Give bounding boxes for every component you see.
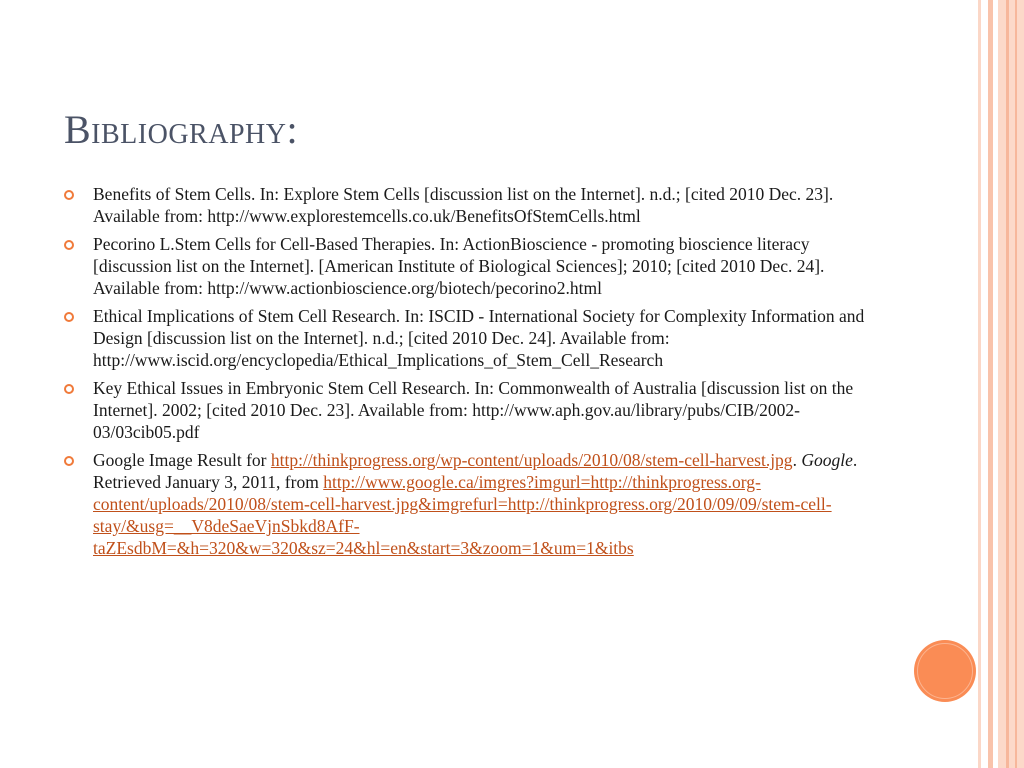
- bullet-icon: [64, 384, 74, 394]
- google-imgres-link[interactable]: http://www.google.ca/imgres?imgurl=http://thinkprogress.org-content/uploads/2010/08/stem-cell-harvest.jpg&imgrefurl=http://thinkprogress.org/2010/09/09/stem-cell-stay/&usg=__V8deSaeVjnSbkd8AfF-taZEsdbM=&h=320&w=320&sz=24&hl=en&start=3&zoom=1&um=1&itbs: [93, 472, 832, 558]
- bullet-icon: [64, 190, 74, 200]
- reference-text: Ethical Implications of Stem Cell Research. In: ISCID - International Society for Complexity Information and Design [discussion list on the Internet]. n.d.; [cited 2010 Dec. 24]. Available from: http://www.iscid.org/encyclopedia/Ethical_Implications_of_Stem_Cell_Research: [93, 306, 865, 370]
- reference-text: Pecorino L.Stem Cells for Cell-Based Therapies. In: ActionBioscience - promoting bioscience literacy [discussion list on the Internet]. [American Institute of Biological Sciences]; 2010; [cited 2010 Dec. 24]. Available from: http://www.actionbioscience.org/biotech/pecorino2.html: [93, 234, 825, 298]
- reference-text: Key Ethical Issues in Embryonic Stem Cell Research. In: Commonwealth of Australia [discussion list on the Internet]. 2002; [cited 2010 Dec. 23]. Available from: http://www.aph.gov.au/library/pubs/CIB/2002-03/03cib05.pdf: [93, 378, 854, 442]
- reference-item: [64, 377, 884, 443]
- reference-source: Google: [801, 450, 853, 470]
- decorative-side-stripes: [978, 0, 1024, 768]
- reference-list: [64, 183, 884, 565]
- decorative-orange-circle: [914, 640, 976, 702]
- reference-prefix: Google Image Result for: [93, 450, 271, 470]
- slide-title: Bibliography:: [64, 107, 299, 152]
- reference-item: [64, 183, 884, 227]
- thinkprogress-image-link[interactable]: http://thinkprogress.org/wp-content/uploads/2010/08/stem-cell-harvest.jpg: [270, 450, 793, 470]
- bullet-icon: [64, 240, 74, 250]
- bullet-icon: [64, 312, 74, 322]
- reference-item: [64, 305, 884, 371]
- reference-item: [64, 449, 884, 559]
- reference-retrieved: . Retrieved January 3, 2011, from: [93, 450, 858, 492]
- reference-text: Benefits of Stem Cells. In: Explore Stem Cells [discussion list on the Internet]. n.d.; [cited 2010 Dec. 23]. Available from: http://www.explorestemcells.co.uk/BenefitsOfStemCells.html: [93, 184, 834, 226]
- bullet-icon: [64, 456, 74, 466]
- reference-separator: .: [792, 450, 802, 470]
- reference-item: [64, 233, 884, 299]
